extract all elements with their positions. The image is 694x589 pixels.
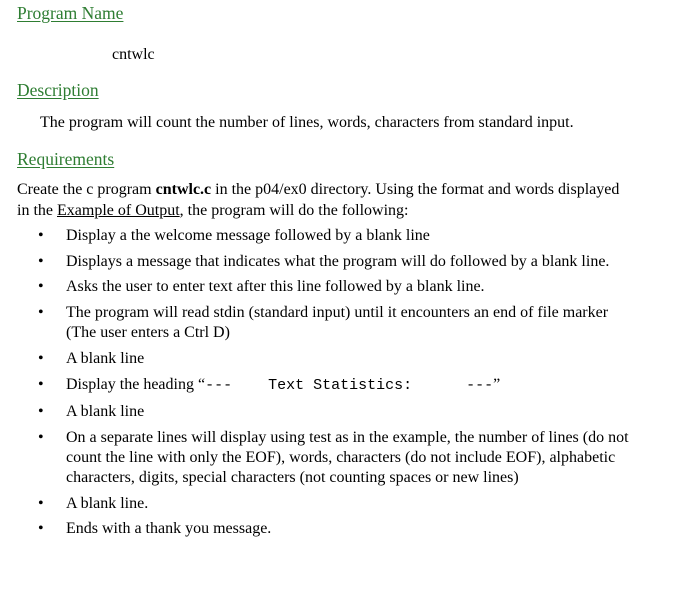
list-item: A blank line xyxy=(66,403,145,420)
program-name-value: cntwlc xyxy=(112,46,155,63)
list-item: Asks the user to enter text after this line followed by a blank line. xyxy=(66,278,485,295)
list-item: A blank line. xyxy=(66,495,149,512)
example-of-output-link[interactable]: Example of Output xyxy=(57,202,180,219)
intro-text: , the program will do the following: xyxy=(179,202,409,219)
list-item-continuation: (The user enters a Ctrl D) xyxy=(66,324,230,341)
list-item: Display a the welcome message followed by a blank line xyxy=(66,227,430,244)
list-item-continuation: characters, digits, special characters (not counting spaces or new lines) xyxy=(66,469,519,486)
list-item: Displays a message that indicates what the program will do followed by a blank line. xyxy=(66,253,610,270)
requirements-intro-line2 xyxy=(17,201,409,221)
intro-text: in the xyxy=(17,202,57,219)
bullet-icon: • xyxy=(38,495,44,512)
bullet-icon: • xyxy=(38,520,44,537)
bullet-icon: • xyxy=(38,253,44,270)
heading-prefix: Display the heading “ xyxy=(66,376,206,393)
bullet-icon: • xyxy=(38,403,44,420)
bullet-icon: • xyxy=(38,376,44,393)
bullet-icon: • xyxy=(38,227,44,244)
requirements-intro-line1 xyxy=(17,180,619,200)
text-statistics-code: --- Text Statistics: --- xyxy=(205,377,494,394)
bullet-icon: • xyxy=(38,350,44,367)
requirements-heading: Requirements xyxy=(17,149,115,169)
intro-text: Create the c program xyxy=(17,181,156,198)
bullet-icon: • xyxy=(38,429,44,446)
list-item: A blank line xyxy=(66,350,145,367)
list-item: On a separate lines will display using test as in the example, the number of lines (do not xyxy=(66,429,629,446)
program-name-heading: Program Name xyxy=(17,3,124,23)
list-item-continuation: count the line with only the EOF), words, characters (do not include EOF), alphabetic xyxy=(66,449,616,466)
heading-suffix: ” xyxy=(493,376,501,393)
description-text: The program will count the number of lines, words, characters from standard input. xyxy=(40,114,574,131)
bullet-icon: • xyxy=(38,278,44,295)
list-item: The program will read stdin (standard input) until it encounters an end of file marker xyxy=(66,304,609,321)
bullet-icon: • xyxy=(38,304,44,321)
intro-text: in the p04/ex0 directory. Using the format and words displayed xyxy=(211,181,620,198)
program-filename: cntwlc.c xyxy=(155,181,212,198)
list-item xyxy=(66,375,500,396)
description-heading: Description xyxy=(17,80,99,100)
list-item: Ends with a thank you message. xyxy=(66,520,272,537)
